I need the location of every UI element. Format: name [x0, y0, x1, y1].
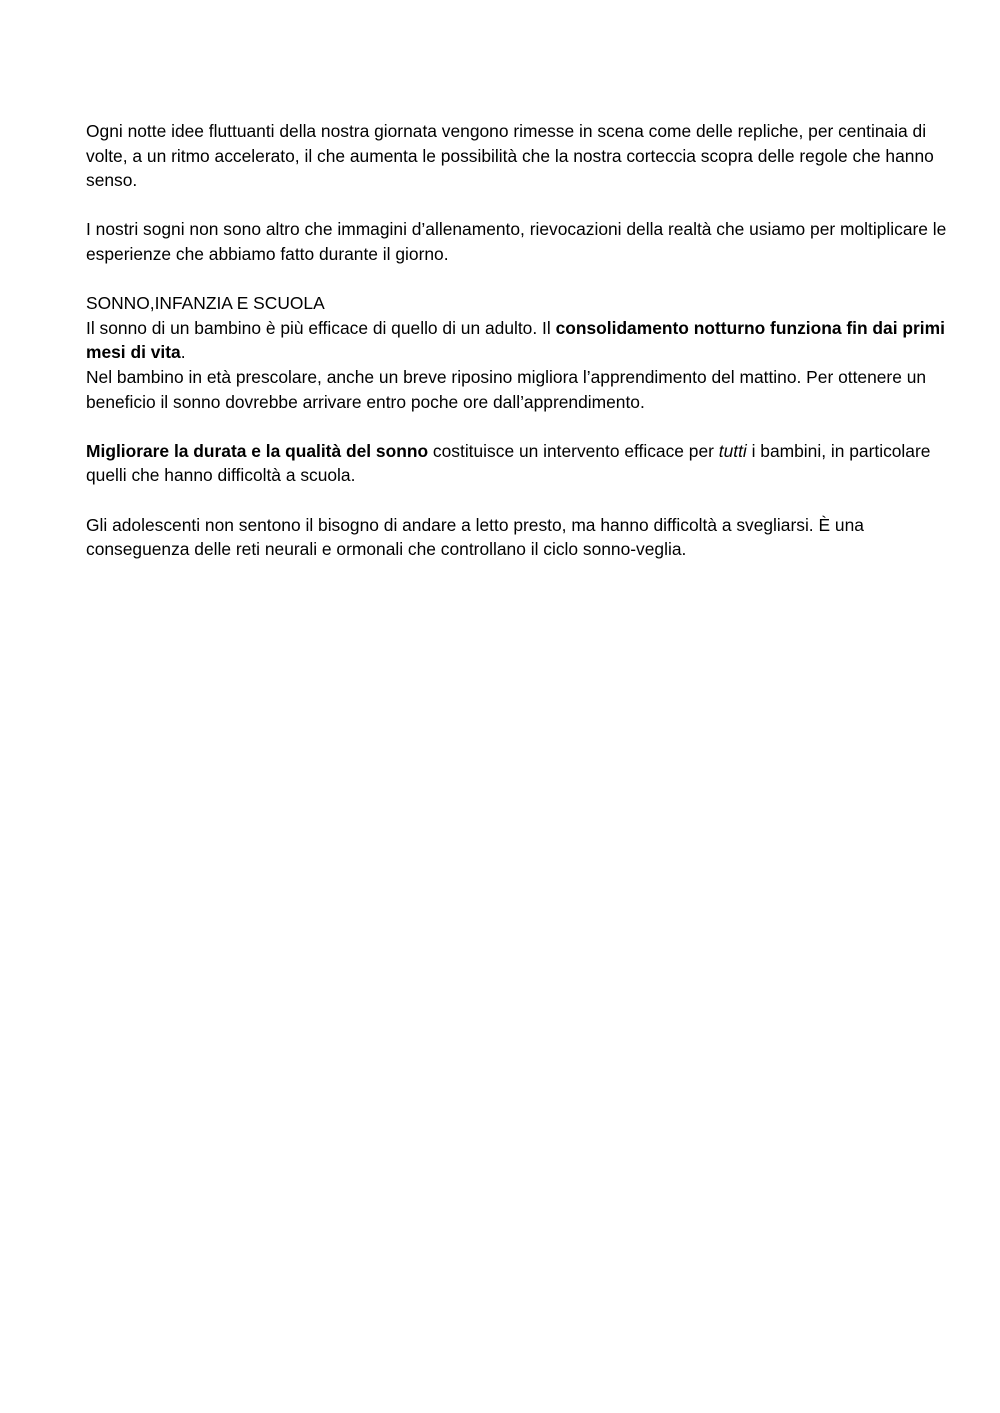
paragraph-dreams-training: I nostri sogni non sono altro che immagini d’allenamento, rievocazioni della realtà che usiamo per moltiplicare le esperienze che abbiamo fatto durante il giorno. [86, 219, 947, 264]
paragraph-adolescents: Gli adolescenti non sentono il bisogno di andare a letto presto, ma hanno difficoltà a svegliarsi. È una conseguenza delle reti neurali e ormonali che controllano il ciclo sonno-veglia. [86, 514, 864, 560]
document-body [86, 119, 956, 586]
child-sleep-text: Il sonno di un bambino è più efficace di quello di un adulto. Il [86, 317, 556, 338]
improve-sleep-text: costituisce un intervento efficace per [428, 440, 719, 461]
improve-sleep-italic: tutti [718, 440, 747, 461]
paragraph-improve-sleep [86, 439, 956, 488]
improve-sleep-end: i bambini, in particolare quelli che hanno difficoltà a scuola. [86, 440, 931, 486]
child-sleep-bold: consolidamento notturno funziona fin dai primi mesi di vita [86, 317, 945, 363]
paragraph-replay-ideas: Ogni notte idee fluttuanti della nostra giornata vengono rimesse in scena come delle repliche, per centinaia di volte, a un ritmo accelerato, il che aumenta le possibilità che la nostra corteccia scopra delle regole che hanno senso. [86, 121, 934, 191]
paragraph-preschool-nap: Nel bambino in età prescolare, anche un breve riposino migliora l’apprendimento del mattino. Per ottenere un beneficio il sonno dovrebbe arrivare entro poche ore dall’apprendimento. [86, 366, 927, 412]
paragraph-child-sleep [86, 316, 956, 365]
improve-sleep-bold: Migliorare la durata e la qualità del sonno [86, 440, 429, 461]
section-heading: SONNO,INFANZIA E SCUOLA [86, 293, 325, 314]
child-sleep-end: . [180, 342, 186, 363]
